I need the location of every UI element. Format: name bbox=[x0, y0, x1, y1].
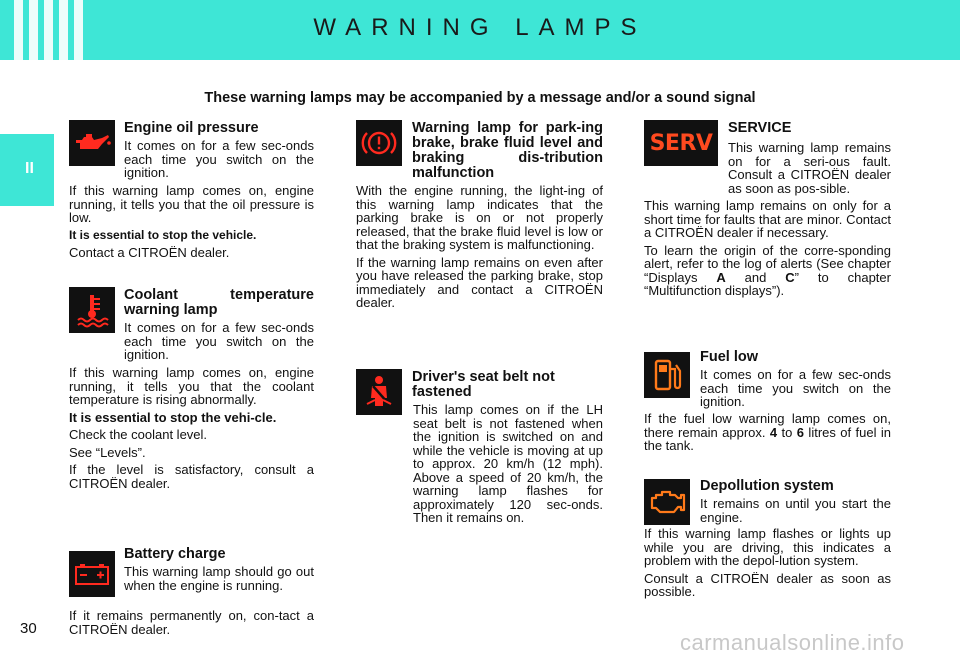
depollution-head bbox=[700, 479, 891, 524]
brake-text: With the engine running, the light-ing of this warning lamp indicates that the parking brake is on or not properly released, that the brake fluid level is low or that the braking system is malfunctioning. bbox=[356, 183, 603, 252]
service-icon-label: SERV bbox=[649, 130, 713, 156]
coolant-body bbox=[69, 362, 314, 490]
seatbelt-head bbox=[412, 370, 603, 400]
service-log: To learn the origin of the corre-sponding alert, refer to the log of alerts (See chapter “Displays A and C” to chapter “Multifunction displays”). bbox=[644, 242, 891, 298]
coolant-title: Coolant temperature warning lamp bbox=[124, 287, 314, 318]
seatbelt-title: Driver's seat belt not fastened bbox=[412, 369, 555, 400]
fuel-text: If the fuel low warning lamp comes on, there remain approx. 4 to 6 litres of fuel in the tank. bbox=[644, 411, 891, 453]
battery-head bbox=[124, 547, 314, 592]
coolant-check: Check the coolant level. bbox=[69, 427, 208, 442]
chapter-tab bbox=[0, 134, 54, 206]
coolant-see: See “Levels”. bbox=[69, 444, 146, 460]
fuel-body bbox=[644, 408, 891, 453]
page-title: WARNING LAMPS bbox=[313, 14, 647, 41]
service-text: This warning lamp remains on only for a short time for faults that are minor. Contact a CITROËN dealer if necessary. bbox=[644, 198, 891, 240]
battery-title: Battery charge bbox=[124, 546, 226, 562]
battery-icon bbox=[69, 551, 115, 597]
oil-pressure-body bbox=[69, 180, 314, 260]
fuel-head bbox=[700, 350, 891, 409]
chapter-number: II bbox=[25, 160, 34, 177]
coolant-warning: It is essential to stop the vehi-cle. bbox=[69, 409, 277, 425]
brake-text-2: If the warning lamp remains on even after you have released the parking brake, stop immediately and contact a CITROËN dealer. bbox=[356, 254, 603, 310]
watermark: carmanualsonline.info bbox=[680, 630, 905, 655]
coolant-text: If this warning lamp comes on, engine running, it tells you that the coolant temperature is rising abnormally. bbox=[69, 365, 314, 407]
engine-check-icon bbox=[644, 479, 690, 525]
oil-pressure-contact: Contact a CITROËN dealer. bbox=[69, 245, 230, 260]
oil-can-icon bbox=[69, 120, 115, 166]
coolant-head bbox=[124, 288, 314, 362]
oil-pressure-head bbox=[124, 121, 314, 180]
depollution-text: If this warning lamp flashes or lights up while you are driving, this indicates a problem with the depol-lution system. bbox=[644, 526, 891, 568]
coolant-temperature-icon bbox=[69, 287, 115, 333]
depollution-title: Depollution system bbox=[700, 478, 834, 494]
oil-pressure-text: If this warning lamp comes on, engine running, it tells you that the oil pressure is low. bbox=[69, 183, 314, 225]
fuel-title: Fuel low bbox=[700, 349, 758, 365]
battery-text: If it remains permanently on, con-tact a CITROËN dealer. bbox=[69, 608, 314, 637]
brake-head bbox=[412, 121, 603, 181]
header-band bbox=[0, 0, 960, 60]
oil-pressure-title: Engine oil pressure bbox=[124, 120, 259, 136]
depollution-lead: It remains on until you start the engine. bbox=[700, 496, 891, 525]
service-title: SERVICE bbox=[728, 120, 792, 136]
coolant-lead: It comes on for a few sec-onds each time you switch on the ignition. bbox=[124, 320, 314, 362]
depollution-body bbox=[644, 523, 891, 599]
subtitle: These warning lamps may be accompanied by a message and/or a sound signal bbox=[204, 90, 756, 106]
brake-body bbox=[356, 180, 603, 310]
seatbelt-body bbox=[356, 399, 603, 525]
battery-lead: This warning lamp should go out when the engine is running. bbox=[124, 564, 314, 593]
depollution-contact: Consult a CITROËN dealer as soon as possible. bbox=[644, 570, 891, 599]
seatbelt-text: This lamp comes on if the LH seat belt is not fastened when the ignition is switched on and while the vehicle is moving at up to approx. 20 km/h (12 mph). Above a speed of 20 km/h, the warning lamp flashes for approximately 120 sec-onds. Then it remains on. bbox=[413, 402, 603, 525]
coolant-dealer: If the level is satisfactory, consult a CITROËN dealer. bbox=[69, 462, 314, 491]
fuel-pump-icon bbox=[644, 352, 690, 398]
fuel-lead: It comes on for a few sec-onds each time you switch on the ignition. bbox=[700, 367, 891, 409]
page-number: 30 bbox=[20, 620, 37, 637]
oil-pressure-lead: It comes on for a few sec-onds each time you switch on the ignition. bbox=[124, 138, 314, 180]
service-body bbox=[644, 137, 891, 298]
oil-pressure-warning: It is essential to stop the vehicle. bbox=[69, 227, 257, 242]
service-head bbox=[728, 121, 891, 136]
brake-title: Warning lamp for park-ing brake, brake fluid level and braking dis-tribution malfunction bbox=[412, 120, 603, 181]
battery-body bbox=[69, 605, 314, 636]
service-lead: This warning lamp remains on for a seri-ous fault. Consult a CITROËN dealer as soon as pos-sible. bbox=[728, 140, 891, 196]
brake-warning-icon bbox=[356, 120, 402, 166]
